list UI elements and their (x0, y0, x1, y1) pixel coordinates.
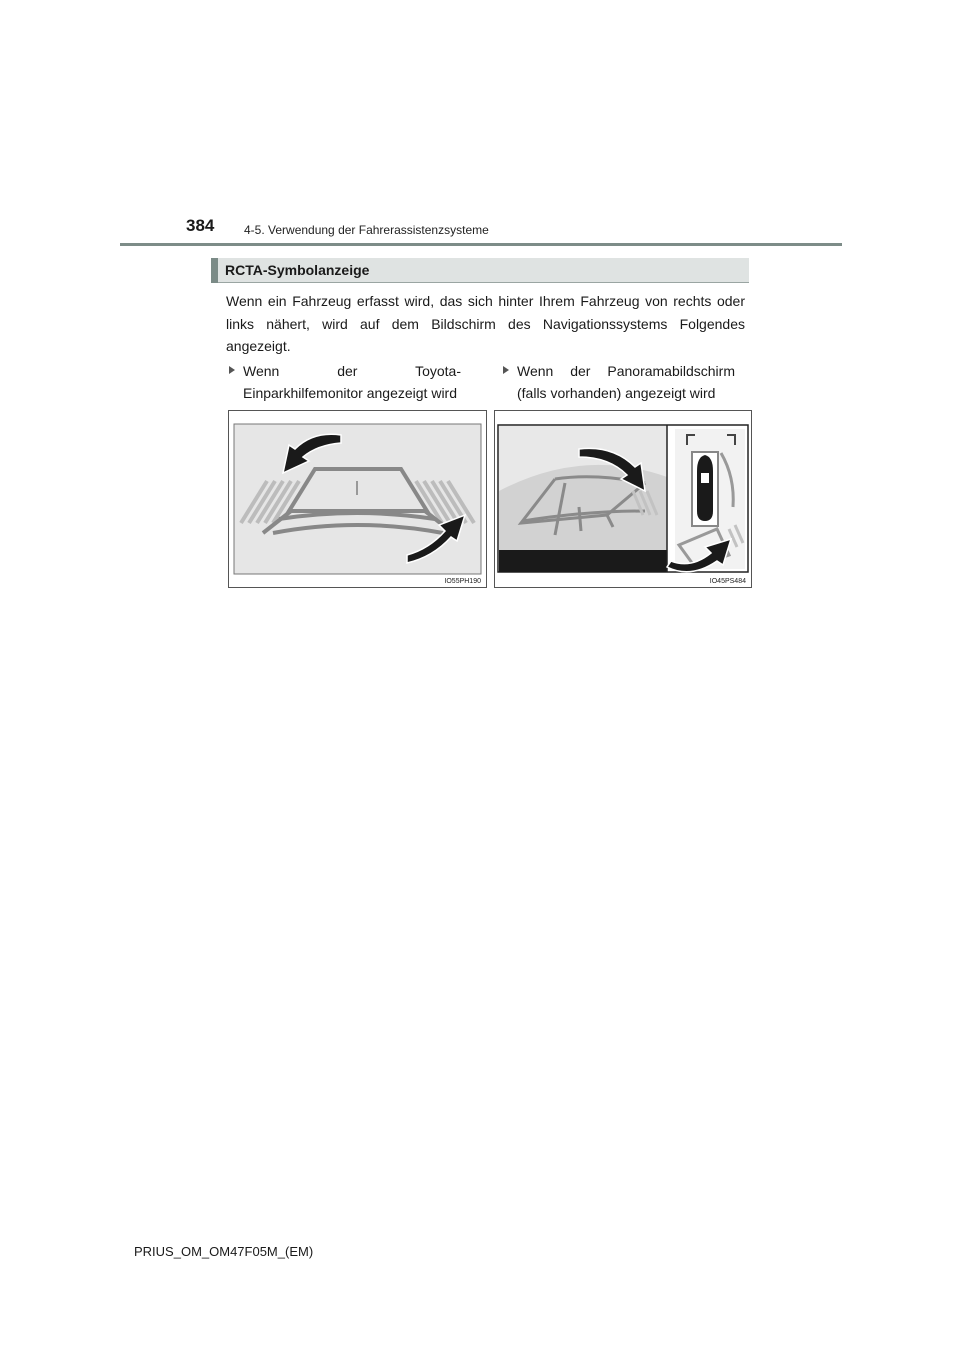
figure-code: IO55PH190 (444, 578, 481, 585)
bullet-triangle-icon (503, 366, 509, 374)
section-title: RCTA-Symbolanzeige (225, 262, 370, 278)
section-tab (211, 258, 218, 283)
case-text: Wenn der Panoramabildschirm (falls vorhanden) angezeigt wird (517, 363, 735, 401)
intro-paragraph: Wenn ein Fahrzeug erfasst wird, das sich hinter Ihrem Fahrzeug von rechts oder links nähert, wird auf dem Bildschirm des Navigationssystems Folgendes angezeigt. (226, 293, 745, 354)
parking-assist-illustration (229, 411, 486, 587)
figure-panoramic (494, 410, 752, 588)
case-parking-assist (229, 360, 461, 404)
figure-parking-assist (228, 410, 487, 588)
header-rule (120, 243, 842, 246)
section-heading (211, 258, 749, 283)
car-top-icon (697, 455, 713, 521)
case-panoramic (503, 360, 735, 404)
page-number: 384 (186, 216, 215, 235)
chapter-title: 4-5. Verwendung der Fahrerassistenzsysteme (244, 223, 489, 237)
footer-document-id: PRIUS_OM_OM47F05M_(EM) (134, 1244, 314, 1259)
case-text: Wenn der Toyota-Einparkhilfemonitor angezeigt wird (243, 363, 461, 401)
bullet-triangle-icon (229, 366, 235, 374)
figure-code: IO45PS484 (709, 578, 746, 585)
panoramic-illustration (495, 411, 751, 587)
